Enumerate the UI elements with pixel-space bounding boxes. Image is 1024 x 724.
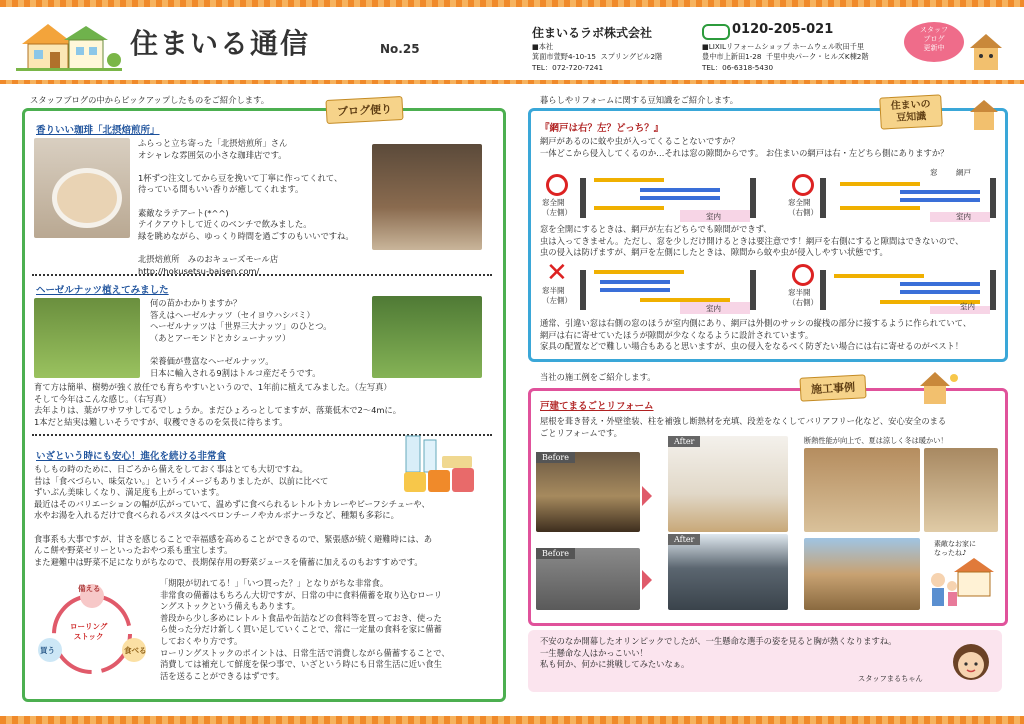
cycle-center-label: ローリング ストック [70, 622, 108, 641]
food-text: もしもの時のために、日ごろから備えをしておく事はとても大切ですね。 昔は「食べづらい、味気ない。」というイメージもありましたが、以前に比べて ずいぶん美味しくなり、満足度も上がっています。 最近はそのバリエーションの幅が広がっていて、温めずに食べられるレトルトカレーやビーフシチューや、 水やお湯を入れるだけで食べられるパスタはペペロンチーノやカルボナーラなど、種類も多彩に。 食事系も大事ですが、甘さを感じることで幸福感を高めることができるので、緊張感が続く避難時には、あ んこ餅や野菜ゼリーといったおやつ系も重宝します。 また避難中は野菜不足になりがちなので、長期保存用の野菜ジュースを備蓄に加えるのもおすすめです。 [34, 464, 433, 567]
roof-photo [804, 538, 920, 610]
case-title: 戸建てまるごとリフォーム [540, 401, 654, 412]
ok-mark-3 [792, 264, 814, 286]
window-diagram-3 [580, 262, 756, 316]
mame-text2: 窓を全開にするときは、網戸が左右どちらでも隙間ができず、 虫は入ってきません。ただし、窓を少しだけ開けるときは要注意です！網戸を右側にすると隙間はできないので、 虫の侵入は防げますが、網戸を左側にしたときは、隙間から蚊や虫が侵入しやすい状態です。 [540, 224, 964, 258]
cafe-title: 香りいい珈琲「北摂焙煎所」 [36, 125, 160, 136]
freedial-number[interactable]: 0120-205-021 [732, 22, 834, 37]
newsletter-title: 住まいる通信 [130, 27, 311, 60]
window-diagram-1 [580, 170, 756, 224]
header-stripe [0, 80, 1024, 84]
worker-illustration [910, 366, 960, 406]
indoor-label-3: 室内 [706, 304, 721, 313]
mame-text1: 網戸があるのに蚊や虫が入ってくることないですか？ 一体どこから侵入してくるのか…それは窓の隙間からです。 お住まいの網戸は右・左どちら側にありますか？ [540, 136, 949, 158]
hq-address: 箕面市萱野4-10-15 スプリングビル2階 [532, 52, 663, 61]
shop-tel: TEL：06-6318-5430 [702, 63, 774, 72]
food-text2: 「期限が切れてる！」「いつ買った？」となりがちな非常食。 非常食の備蓄はもちろん大切ですが、日常の中に食料備蓄を取り込むローリ ングストックという備えもあります。 普段から少し多めにレトルト食品や缶詰などの食料等を買っておき、使った ら使った分だけ新しく買い足していくことで、常に一定量の食料を家に備蓄 しておくやり方です。 ローリングストックのポイントは、日常生活で消費しながら備蓄することで、 消費しては補充して鮮度を保つ事で、いざという時にも日常生活に近い食生 活を送ることができるはずです。 [160, 578, 450, 681]
hazel-photo-left [34, 298, 140, 378]
before-label-1: Before [536, 452, 575, 463]
hazel-text2: 育て方は簡単、樹勢が強く放任でも育ちやすいというので、1年前に植えてみました。（左写真） そして今年はこんな感じ。（右写真） 去年よりは、葉がワサワサしてるでしょうか。まだひょろっとしてますが、落葉低木で2～4mに。 1本だと結実は難しいそうですが、収穫できるのを気長に待ちます。 [34, 382, 402, 427]
hazel-photo-right [372, 296, 482, 378]
arrow-2-icon [642, 570, 652, 590]
blog-tag: ブログ便り [325, 96, 403, 124]
cafe-text: ふらっと立ち寄った「北摂焙煎所」さん オシャレな雰囲気の小さな珈琲店です。 1杯ずつ注文してから豆を挽いて丁寧に作ってくれて、 待っている間もいい香りが癒してくれます。 素敵なラテアート(*^^) テイクアウトして近くのベンチで飲みました。 緑を眺めながら、ゆっくり時間を過ごすのもいいですね。 北摂焙煎所 みのおキューズモール店 http://hokusetsu-baisen.com/ [138, 138, 354, 276]
ok-mark-1 [546, 174, 568, 196]
diagram-label-4: 窓半開 （右側） [788, 288, 818, 307]
divider-1 [32, 274, 492, 276]
window-label: 窓 [930, 168, 938, 177]
ng-mark: ✕ [546, 258, 568, 288]
insulation-caption: 断熱性能が向上で、夏は涼しく冬は暖かい！ [804, 436, 948, 445]
diagram-label-1: 窓全開 （左側） [542, 198, 572, 217]
mame-text3: 通常、引違い窓は右側の窓のほうが室内側にあり、網戸は外側のサッシの縦桟の部分に接するように作られていて、 網戸は右に寄せていたほうが隙間が少なくなるように設計されています。 家具の配置などで難しい場合もあると思いますが、虫の侵入をなるべく防ぎたい場合には右に寄せるのがベスト！ [540, 318, 972, 352]
house-illustration [14, 14, 124, 76]
window-diagram-4 [820, 260, 996, 316]
hazel-title: ヘーゼルナッツ植えてみました [36, 285, 169, 296]
diagram-label-2: 窓全開 （右側） [788, 198, 818, 217]
blog-intro: スタッフブログの中からピックアップしたものをご紹介します。 [30, 95, 270, 105]
family-caption: 素敵なお家に なったね♪ [934, 540, 976, 557]
hq-tel: TEL：072-720-7241 [532, 63, 604, 72]
mame-tag: 住まいの 豆知識 [879, 94, 943, 129]
mame-title: 『網戸は右？左？どっち？』 [540, 123, 664, 134]
screen-label: 網戸 [956, 168, 971, 177]
shop-label: ■LIXILリフォームショップ ホームウェル吹田千里 [702, 42, 865, 51]
indoor-label-2: 室内 [956, 212, 971, 221]
top-stripe [0, 0, 1024, 7]
mascot-icon-2 [966, 96, 1002, 132]
blog-badge[interactable]: スタッフ ブログ 更新中 [904, 22, 964, 62]
mame-intro: 暮らしやリフォームに関する豆知識をご紹介します。 [540, 95, 739, 105]
latte-photo [34, 138, 130, 238]
rolling-stock-diagram [30, 580, 154, 684]
ok-mark-2 [792, 174, 814, 196]
case-text: 屋根を葺き替え・外壁塗装、柱を補強し断熱材を充填、段差をなくしてバリアフリー化など、安心安全のまる ごとリフォームです。 [540, 416, 947, 438]
footer-text: 不安のなか開幕したオリンピックでしたが、一生懸命な選手の姿を見ると胸が熱くなりますね。 一生懸命な人はかっこいい！ 私も何か、何かに挑戦してみたいなぁ。 [540, 636, 897, 670]
hq-label: ■本社 [532, 42, 554, 51]
before-label-2: Before [536, 548, 575, 559]
staff-avatar [946, 638, 996, 688]
insulation-photo-2 [924, 448, 998, 532]
case-tag: 施工事例 [799, 374, 866, 401]
arrow-1-icon [642, 486, 652, 506]
diagram-label-3: 窓半開 （左側） [542, 286, 572, 305]
food-title: いざという時にも安心！進化を続ける非常食 [36, 451, 227, 462]
hazel-text: 何の苗かわかりますか？ 答えはヘーゼルナッツ（セイヨウハシバミ） ヘーゼルナッツは「世界三大ナッツ」のひとつ。 （あとアーモンドとカシューナッツ） 栄養価が豊富なヘーゼルナッツ。 日本に輸入される9割はトルコ産だそうです。 [150, 298, 332, 378]
footer-signature: スタッフまるちゃん [858, 674, 923, 683]
insulation-photo-1 [804, 448, 920, 532]
after-label-1: After [668, 436, 700, 447]
before-photo-1 [536, 452, 640, 532]
after-photo-1 [668, 436, 788, 532]
shop-address: 豊中市上新田1-28 千里中央パーク・ヒルズK棟2階 [702, 52, 869, 61]
cafe-interior-photo [372, 144, 482, 250]
cycle-right-label: 食べる [124, 646, 147, 655]
indoor-label-4: 室内 [960, 302, 975, 311]
after-label-2: After [668, 534, 700, 545]
mascot-house-icon [966, 30, 1006, 74]
case-intro: 当社の施工例をご紹介します。 [540, 372, 656, 382]
indoor-label-1: 室内 [706, 212, 721, 221]
freedial-icon [702, 24, 730, 40]
bottom-stripe [0, 716, 1024, 724]
window-diagram-2 [820, 168, 996, 224]
company-name: 住まいるラボ株式会社 [532, 26, 653, 40]
after-photo-2 [668, 534, 788, 610]
issue-number: No.25 [380, 42, 420, 56]
cycle-top-label: 備える [78, 584, 101, 593]
cycle-left-label: 買う [40, 646, 55, 655]
family-illustration [924, 536, 1000, 612]
